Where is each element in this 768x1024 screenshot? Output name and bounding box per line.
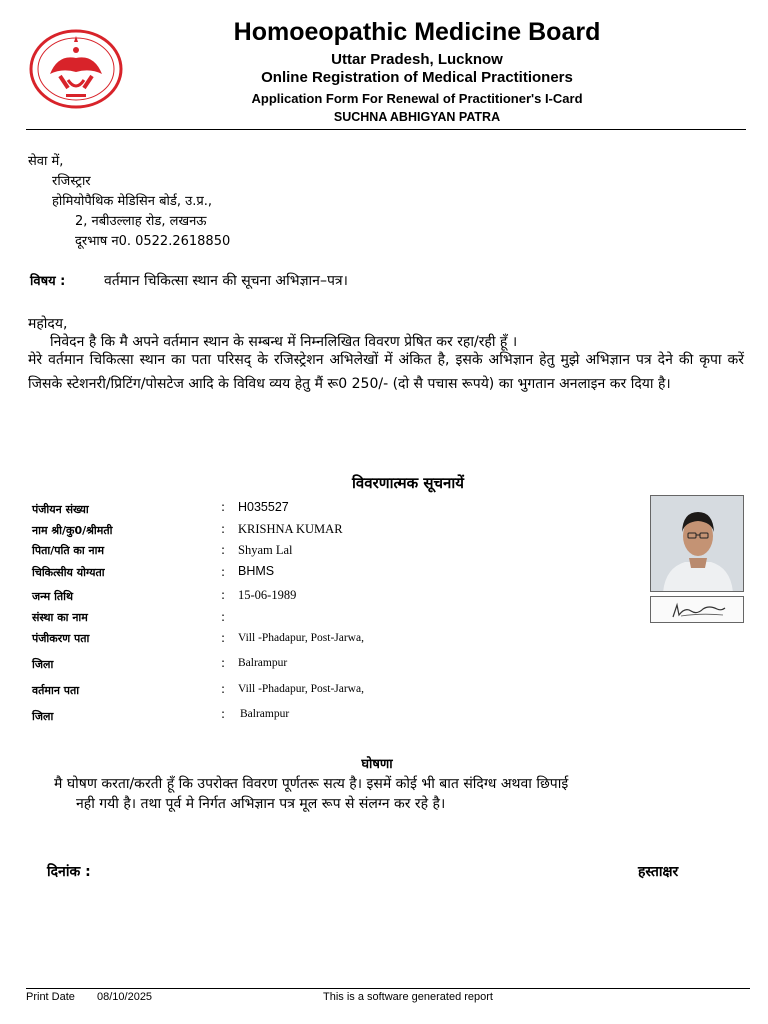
value-qualification: BHMS bbox=[238, 564, 275, 578]
address-phone: दूरभाष न0. 0522.2618850 bbox=[75, 234, 231, 249]
person-silhouette-icon bbox=[651, 496, 744, 592]
address-registrar: रजिस्ट्रार bbox=[52, 174, 91, 189]
label-father-name: पिता/पति का नाम bbox=[32, 544, 105, 557]
label-qualification: चिकित्सीय योग्यता bbox=[32, 566, 105, 579]
colon: : bbox=[221, 610, 226, 624]
declaration-text bbox=[54, 774, 714, 814]
colon: : bbox=[221, 682, 226, 696]
declaration-line-1: मै घोषण करता/करती हूँ कि उपरोक्त विवरण पूर्णतरू सत्य है। इसमें कोई भी बात संदिग्ध अथवा छिपाई bbox=[54, 776, 569, 792]
value-registered-address: Vill -Phadapur, Post-Jarwa, bbox=[238, 632, 364, 644]
letter-line-1: निवेदन है कि मै अपने वर्तमान स्थान के सम्बन्ध में निम्नलिखित विवरण प्रेषित कर रहा/रही हूँ । bbox=[50, 334, 518, 350]
value-father-name: Shyam Lal bbox=[238, 543, 293, 557]
letter-body: मेरे वर्तमान चिकित्सा स्थान का पता परिसद् के रजिस्ट्रेशन अभिलेखों में अंकित है, इसके अभिज्ञान हेतु मुझे अभिज्ञान पत्र देने की कृपा करें जिसके स्टेशनरी/प्रिटिंग/पोसटेज आदि के विविध व्यय हेतु मैं रू0 250/- (दो सै पचास रूपये) का भुगतान अनलाइन कर दिया है। bbox=[28, 352, 744, 392]
board-location: Uttar Pradesh, Lucknow bbox=[331, 51, 503, 68]
form-subtitle: Online Registration of Medical Practitioners bbox=[261, 69, 573, 86]
salutation: महोदय, bbox=[28, 316, 68, 332]
value-current-district: Balrampur bbox=[240, 708, 290, 720]
address-board: होमियोपैथिक मेडिसिन बोर्ड, उ.प्र., bbox=[52, 194, 213, 209]
label-registration-no: पंजीयन संख्या bbox=[32, 503, 89, 516]
colon: : bbox=[221, 656, 226, 670]
colon: : bbox=[221, 565, 226, 579]
signature-label: हस्ताक्षर bbox=[638, 864, 679, 880]
subject-text: वर्तमान चिकित्सा स्थान की सूचना अभिज्ञान–पत्र। bbox=[104, 273, 348, 289]
footer-divider bbox=[26, 988, 750, 989]
label-name: नाम श्री/कु0/श्रीमती bbox=[32, 524, 113, 537]
value-name: KRISHNA KUMAR bbox=[238, 522, 343, 536]
colon: : bbox=[221, 522, 226, 536]
patra-title: SUCHNA ABHIGYAN PATRA bbox=[333, 110, 501, 124]
label-registered-address: पंजीकरण पता bbox=[32, 632, 90, 645]
print-date-label: Print Date bbox=[26, 991, 75, 1003]
value-district: Balrampur bbox=[238, 657, 288, 669]
applicant-signature bbox=[650, 596, 744, 623]
details-title: विवरणात्मक सूचनायें bbox=[352, 474, 464, 492]
date-label: दिनांक : bbox=[47, 864, 91, 880]
footer-note: This is a software generated report bbox=[323, 991, 493, 1003]
label-current-address: वर्तमान पता bbox=[32, 684, 80, 697]
label-current-district: जिला bbox=[32, 710, 54, 723]
board-title: Homoeopathic Medicine Board bbox=[233, 18, 601, 46]
value-current-address: Vill -Phadapur, Post-Jarwa, bbox=[238, 683, 364, 695]
form-name: Application Form For Renewal of Practitioner's I-Card bbox=[251, 91, 583, 106]
colon: : bbox=[221, 500, 226, 514]
address-to: सेवा में, bbox=[28, 154, 64, 169]
applicant-photo bbox=[650, 495, 744, 592]
colon: : bbox=[221, 707, 226, 721]
value-registration-no: H035527 bbox=[238, 500, 289, 514]
value-dob: 15-06-1989 bbox=[238, 588, 297, 602]
header-divider bbox=[26, 129, 746, 130]
subject-label: विषय : bbox=[30, 274, 66, 289]
label-institution: संस्था का नाम bbox=[32, 611, 88, 624]
label-dob: जन्म तिथि bbox=[32, 590, 74, 603]
signature-scribble-icon bbox=[651, 597, 745, 624]
print-date-value: 08/10/2025 bbox=[97, 991, 153, 1003]
declaration-line-2: नही गयी है। तथा पूर्व मे निर्गत अभिज्ञान पत्र मूल रूप से संलग्न कर रहे है। bbox=[76, 796, 446, 812]
label-district: जिला bbox=[32, 658, 54, 671]
colon: : bbox=[221, 588, 226, 602]
colon: : bbox=[221, 543, 226, 557]
colon: : bbox=[221, 631, 226, 645]
address-street: 2, नबीउल्लाह रोड, लखनऊ bbox=[75, 214, 207, 229]
declaration-title: घोषणा bbox=[361, 757, 393, 772]
